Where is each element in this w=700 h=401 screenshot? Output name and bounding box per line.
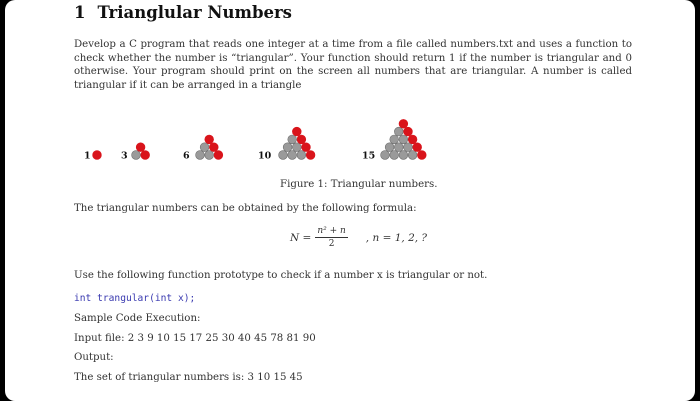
figure-dot bbox=[209, 143, 218, 152]
formula-lhs: N = bbox=[290, 231, 312, 244]
figure-dot bbox=[132, 151, 141, 160]
figure-dot bbox=[408, 135, 417, 144]
figure-dot bbox=[283, 143, 292, 152]
figure-dot bbox=[399, 119, 408, 128]
formula-fraction bbox=[315, 226, 347, 249]
figure-dot bbox=[306, 151, 315, 160]
figure-dot bbox=[404, 143, 413, 152]
figure-dot bbox=[141, 151, 150, 160]
figure-dot bbox=[292, 143, 301, 152]
intro-paragraph: Develop a C program that reads one integer at a time from a file called numbers.txt and uses a function to check whether the number is “triangular”. Your function should return 1 if the number is triangular and 0 otherwise. Your program should print on the screen all numbers that are triangular. A number is called triangular if it can be arranged in a triangle bbox=[74, 39, 632, 91]
figure-dot bbox=[381, 151, 390, 160]
figure-dot bbox=[205, 135, 214, 144]
figure-dot bbox=[302, 143, 311, 152]
figure-dot bbox=[297, 135, 306, 144]
figure-label-6: 6 bbox=[183, 150, 190, 162]
figure-dot bbox=[297, 151, 306, 160]
figure-dot bbox=[288, 135, 297, 144]
figure-dot bbox=[279, 151, 288, 160]
figure-label-3: 3 bbox=[121, 150, 128, 162]
figure-dot bbox=[390, 135, 399, 144]
formula-denominator: 2 bbox=[328, 239, 335, 249]
figure-dot bbox=[214, 151, 223, 160]
figure-dot bbox=[408, 151, 417, 160]
sample-heading: Sample Code Execution: bbox=[74, 313, 201, 324]
figure-dot bbox=[205, 151, 214, 160]
section-heading bbox=[74, 3, 292, 22]
figure-dot bbox=[399, 135, 408, 144]
figure-dot bbox=[404, 127, 413, 136]
figure-dot bbox=[394, 127, 403, 136]
formula-numerator: n² + n bbox=[317, 226, 346, 236]
figure-caption: Figure 1: Triangular numbers. bbox=[280, 179, 438, 190]
figure-dot bbox=[288, 151, 297, 160]
figure-label-1: 1 bbox=[84, 150, 91, 162]
output-heading: Output: bbox=[74, 352, 114, 363]
figure-dot bbox=[394, 143, 403, 152]
formula-condition: , n = 1, 2, ? bbox=[365, 231, 428, 244]
figure-dot bbox=[196, 151, 205, 160]
figure-dot bbox=[399, 151, 408, 160]
figure-label-15: 15 bbox=[362, 150, 376, 162]
triangular-formula bbox=[290, 226, 427, 249]
figure-dot bbox=[413, 143, 422, 152]
formula-intro: The triangular numbers can be obtained by the following formula: bbox=[74, 203, 417, 214]
figure-dot bbox=[292, 127, 301, 136]
figure-dot bbox=[136, 143, 145, 152]
figure-label-10: 10 bbox=[258, 150, 272, 162]
figure-dot bbox=[200, 143, 209, 152]
figure-dot bbox=[93, 151, 102, 160]
triangular-numbers-figure bbox=[0, 96, 700, 174]
section-number: 1 bbox=[74, 3, 86, 22]
usage-text: Use the following function prototype to check if a number x is triangular or not. bbox=[74, 270, 488, 281]
function-prototype: int trangular(int x); bbox=[74, 293, 196, 304]
input-line: Input file: 2 3 9 10 15 17 25 30 40 45 78 81 90 bbox=[74, 333, 316, 344]
figure-dot bbox=[385, 143, 394, 152]
section-title: Trianglular Numbers bbox=[97, 3, 292, 22]
figure-dot bbox=[417, 151, 426, 160]
figure-dot bbox=[390, 151, 399, 160]
output-line: The set of triangular numbers is: 3 10 15 45 bbox=[74, 372, 303, 383]
